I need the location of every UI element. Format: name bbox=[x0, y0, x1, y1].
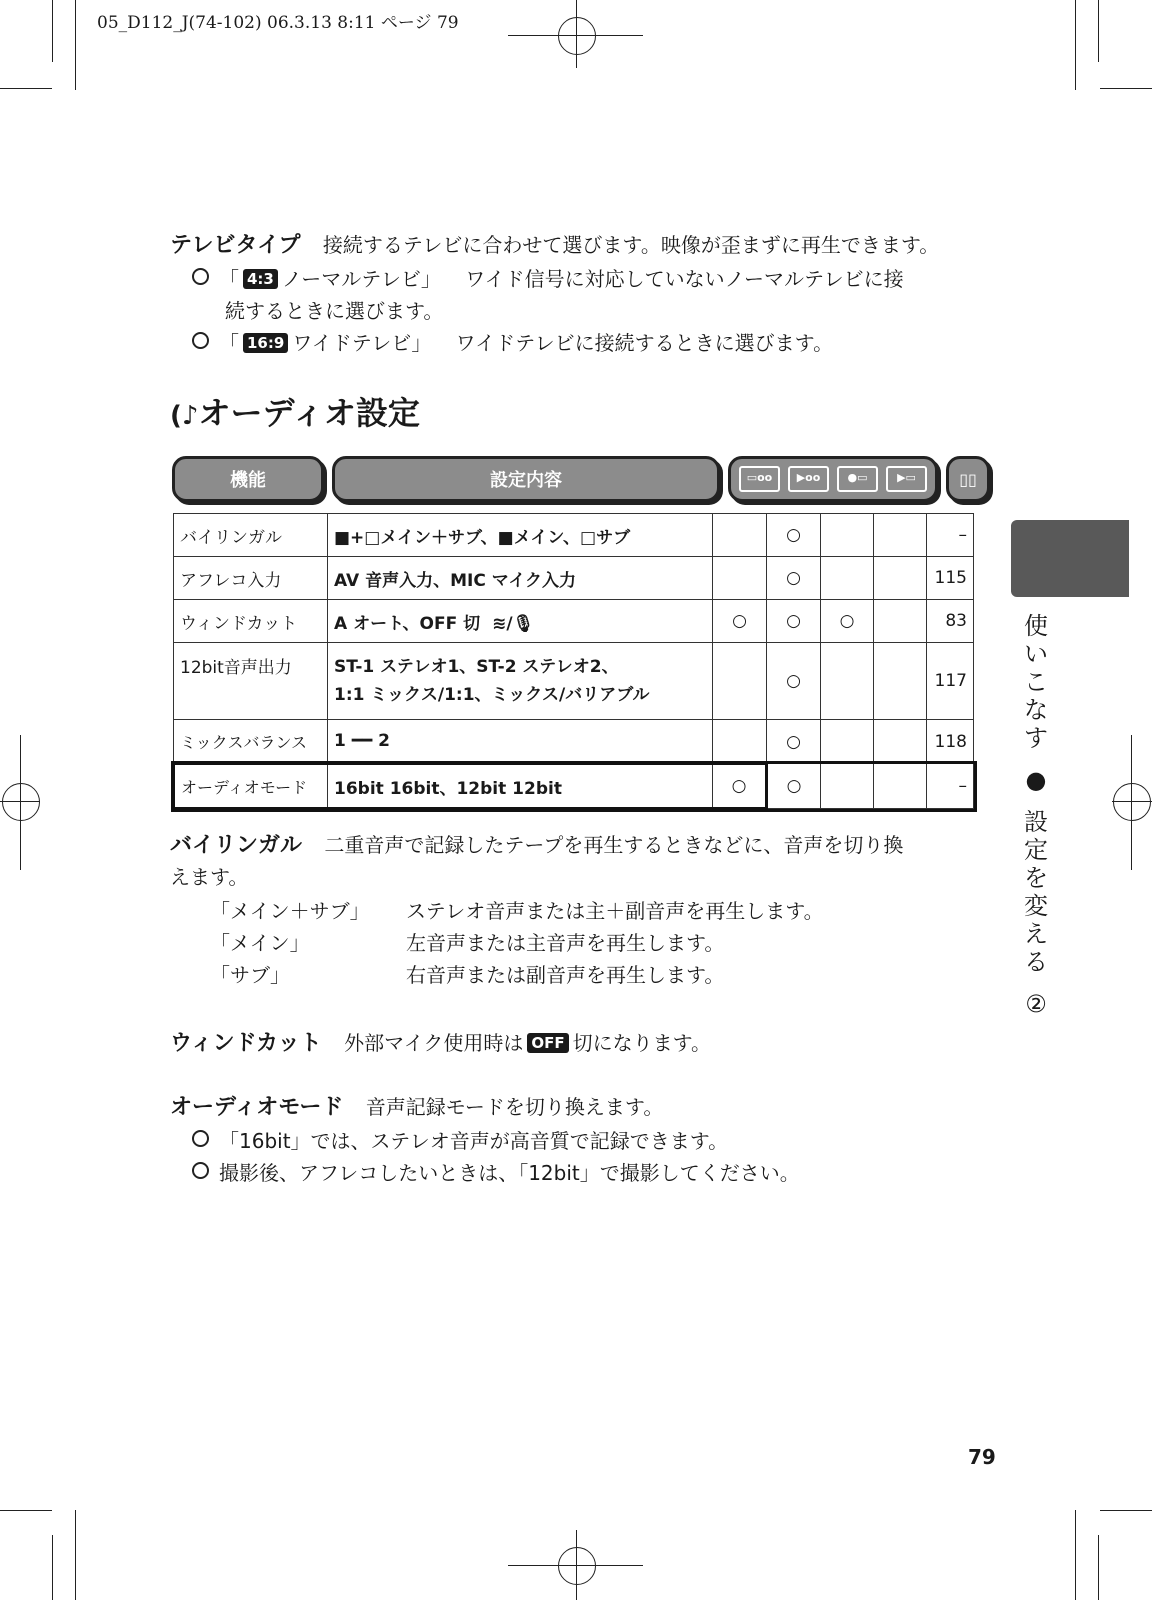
mode-cell bbox=[821, 720, 874, 764]
tv-type-heading: テレビタイプ bbox=[170, 233, 301, 258]
crop-mark bbox=[52, 0, 53, 62]
bilingual-heading: バイリンガル bbox=[170, 833, 303, 858]
bullet-icon bbox=[192, 1130, 209, 1147]
wind-cut-paragraph: ウィンドカット 外部マイク使用時は OFF 切になります。 bbox=[170, 1031, 712, 1056]
mode-cell bbox=[821, 557, 874, 600]
page-ref: 115 bbox=[927, 557, 974, 600]
page-ref: 118 bbox=[927, 720, 974, 764]
row-name: ウィンドカット bbox=[174, 600, 328, 643]
bilingual-paragraph-cont: えます。 bbox=[170, 865, 249, 889]
bilingual-item: 「サブ」 右音声または副音声を再生します。 bbox=[210, 963, 725, 987]
row-content: 1 ━━ 2 bbox=[328, 720, 713, 764]
mode-cell bbox=[874, 557, 927, 600]
bullet-icon bbox=[192, 332, 209, 349]
crop-mark bbox=[1075, 1510, 1076, 1600]
bullet-icon bbox=[192, 268, 209, 285]
crop-mark bbox=[576, 1530, 577, 1600]
bilingual-paragraph: バイリンガル 二重音声で記録したテープを再生するときなどに、音声を切り換 bbox=[170, 833, 904, 858]
bilingual-item: 「メイン＋サブ」 ステレオ音声または主＋副音声を再生します。 bbox=[210, 899, 824, 923]
audio-mode-bullet: 撮影後、アフレコしたいときは、「12bit」で撮影してください。 bbox=[192, 1156, 800, 1190]
mode-cell: ○ bbox=[713, 600, 767, 643]
crop-mark bbox=[20, 735, 21, 870]
audio-mode-paragraph: オーディオモード 音声記録モードを切り換えます。 bbox=[170, 1095, 664, 1120]
mode-cell bbox=[874, 600, 927, 643]
crop-mark bbox=[1100, 88, 1152, 89]
aspect-4-3-icon: 4:3 bbox=[243, 269, 278, 289]
table-row-highlighted bbox=[174, 764, 974, 809]
crop-mark bbox=[1098, 0, 1099, 62]
table-row bbox=[174, 514, 974, 557]
aspect-16-9-icon: 16:9 bbox=[243, 333, 288, 353]
tv-option-normal: 「 4:3 ノーマルテレビ」 ワイド信号に対応していないノーマルテレビに接 bbox=[192, 262, 904, 296]
section-title: (♪オーディオ設定 bbox=[170, 394, 420, 432]
mode-cell: ○ bbox=[767, 643, 821, 720]
crop-mark bbox=[576, 0, 577, 68]
row-content: ST-1 ステレオ1、ST-2 ステレオ2、 1:1 ミックス/1:1、ミックス/バリアブル bbox=[328, 643, 713, 720]
row-name: ミックスバランス bbox=[174, 720, 328, 764]
crop-mark bbox=[1131, 735, 1132, 870]
mode-cell: ○ bbox=[767, 514, 821, 557]
tv-option-normal-cont: 続するときに選びます。 bbox=[225, 299, 444, 323]
audio-mode-heading: オーディオモード bbox=[170, 1095, 344, 1120]
bullet-icon bbox=[192, 1162, 209, 1179]
mode-cell bbox=[713, 514, 767, 557]
print-slug: 05_D112_J(74-102) 06.3.13 8:11 ページ 79 bbox=[97, 13, 459, 33]
mode-cell bbox=[874, 514, 927, 557]
table-row bbox=[174, 643, 974, 720]
mode-cell bbox=[821, 514, 874, 557]
row-name: オーディオモード bbox=[174, 764, 328, 809]
row-content: 16bit 16bit、12bit 12bit bbox=[328, 764, 713, 809]
mode-cell: ○ bbox=[767, 764, 821, 809]
mode-cell: ○ bbox=[767, 600, 821, 643]
tv-type-description: 接続するテレビに合わせて選びます。映像が歪まずに再生できます。 bbox=[322, 233, 940, 257]
page-number: 79 bbox=[968, 1445, 996, 1469]
crop-mark bbox=[75, 1510, 76, 1600]
crop-mark bbox=[1075, 0, 1076, 90]
header-modes bbox=[728, 456, 938, 502]
mode-cell: ○ bbox=[821, 600, 874, 643]
crop-mark bbox=[0, 1510, 52, 1511]
page-ref: 83 bbox=[927, 600, 974, 643]
row-content: AV 音声入力、MIC マイク入力 bbox=[328, 557, 713, 600]
play-tape-icon: ▶oo bbox=[788, 466, 829, 492]
mode-cell: ○ bbox=[713, 764, 767, 809]
row-content: A オート、OFF 切 ≋/🎙 bbox=[328, 600, 713, 643]
mode-cell: ○ bbox=[767, 720, 821, 764]
table-row bbox=[174, 720, 974, 764]
crop-mark bbox=[1100, 1510, 1152, 1511]
play-card-icon: ▶▭ bbox=[886, 466, 927, 492]
page-ref: – bbox=[927, 764, 974, 809]
crop-mark bbox=[0, 88, 52, 89]
mode-cell bbox=[874, 720, 927, 764]
audio-mode-bullet: 「16bit」では、ステレオ音声が高音質で記録できます。 bbox=[192, 1124, 728, 1158]
mode-cell bbox=[713, 557, 767, 600]
mode-cell bbox=[713, 643, 767, 720]
crop-mark bbox=[52, 1535, 53, 1600]
off-badge-icon: OFF bbox=[527, 1033, 568, 1053]
row-content: ■+□メイン＋サブ、■メイン、□サブ bbox=[328, 514, 713, 557]
row-name: バイリンガル bbox=[174, 514, 328, 557]
book-icon: ▯▯ bbox=[959, 469, 977, 489]
row-name: アフレコ入力 bbox=[174, 557, 328, 600]
wind-mic-off-icon: ≋/🎙 bbox=[492, 613, 535, 634]
header-reference bbox=[946, 456, 990, 502]
crop-mark bbox=[75, 0, 76, 90]
mode-cell bbox=[821, 643, 874, 720]
mode-cell: ○ bbox=[767, 557, 821, 600]
table-row bbox=[174, 557, 974, 600]
page-ref: – bbox=[927, 514, 974, 557]
page-ref: 117 bbox=[927, 643, 974, 720]
wind-cut-heading: ウィンドカット bbox=[170, 1031, 322, 1056]
settings-table bbox=[172, 513, 974, 810]
bilingual-item: 「メイン」 左音声または主音声を再生します。 bbox=[210, 931, 725, 955]
chapter-tab bbox=[1011, 520, 1129, 597]
table-row bbox=[174, 600, 974, 643]
header-content: 設定内容 bbox=[332, 456, 720, 502]
header-function: 機能 bbox=[172, 456, 324, 502]
crop-mark bbox=[1098, 1535, 1099, 1600]
mode-cell bbox=[821, 764, 874, 809]
mode-cell bbox=[874, 764, 927, 809]
mode-cell bbox=[874, 643, 927, 720]
mode-cell bbox=[713, 720, 767, 764]
camera-tape-icon: ▭oo bbox=[739, 466, 780, 492]
camera-card-icon: ●▭ bbox=[837, 466, 878, 492]
row-name: 12bit音声出力 bbox=[174, 643, 328, 720]
audio-note-icon: (♪ bbox=[170, 401, 199, 431]
tv-option-wide: 「 16:9 ワイドテレビ」 ワイドテレビに接続するときに選びます。 bbox=[192, 326, 833, 360]
tv-type-paragraph bbox=[170, 228, 939, 263]
chapter-vertical-label: 使 い こ な す ● 設 定 を 変 え る ② bbox=[1024, 612, 1048, 1018]
